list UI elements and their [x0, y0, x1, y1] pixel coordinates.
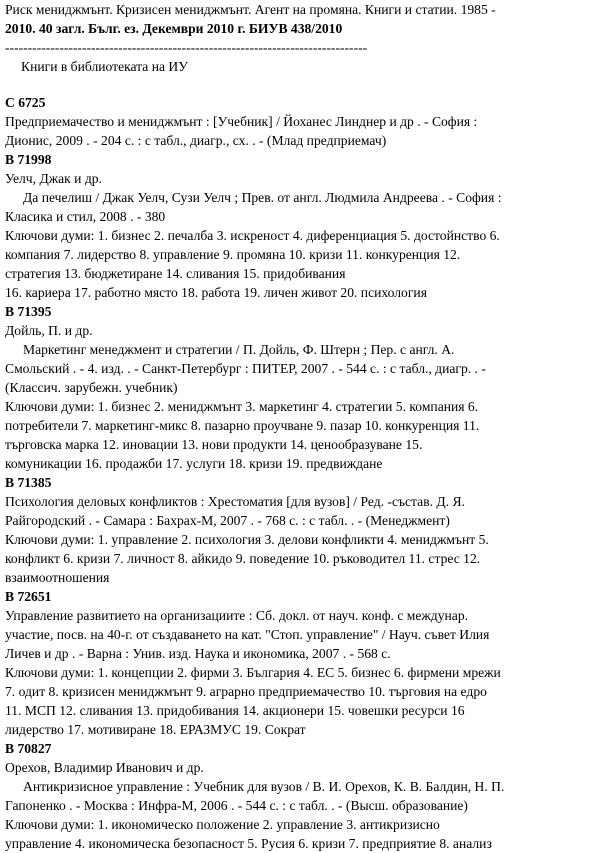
- bibliography-entry: [5, 587, 596, 739]
- call-number: В 72651: [5, 589, 52, 604]
- header-title-line-2: 2010. 40 загл. Бълг. ез. Декември 2010 г. БИУВ 438/2010: [5, 21, 343, 36]
- entry-line: Маркетинг менеджмент и стратегии / П. Дойль, Ф. Штерн ; Пер. с англ. А.: [23, 342, 455, 357]
- header-title-line-1: Риск мениджмънт. Кризисен мениджмънт. Агент на промяна. Книги и статии. 1985 -: [5, 2, 496, 17]
- call-number: В 71998: [5, 152, 52, 167]
- header-divider: --------------------------------------------------------------------------------: [5, 40, 368, 55]
- bibliography-entry: [5, 93, 596, 150]
- keywords-line: 11. МСП 12. сливания 13. придобивания 14. акционери 15. човешки ресурси 16: [5, 703, 465, 718]
- bibliography-entry: [5, 302, 596, 473]
- keywords-line: Ключови думи: 1. бизнес 2. мениджмънт 3. маркетинг 4. стратегии 5. компания 6.: [5, 399, 479, 414]
- call-number: В 71385: [5, 475, 52, 490]
- keywords-line: комуникации 16. продажби 17. услуги 18. кризи 19. предвиждане: [5, 456, 383, 471]
- entry-author: Дойль, П. и др.: [5, 323, 93, 338]
- bibliography-entry: [5, 739, 596, 853]
- keywords-line: конфликт 6. кризи 7. личност 8. айкидо 9. поведение 10. ръководител 11. стрес 12.: [5, 551, 481, 566]
- keywords-line: управление 4. икономическа безопасност 5. Русия 6. кризи 7. предприятие 8. анализ: [5, 836, 492, 851]
- call-number: В 71395: [5, 304, 52, 319]
- keywords-line: 16. кариера 17. работно място 18. работа 19. личен живот 20. психология: [5, 285, 427, 300]
- entry-author: Орехов, Владимир Иванович и др.: [5, 760, 204, 775]
- entry-line: Райгородский . - Самара : Бахрах-М, 2007 . - 768 с. : с табл. . - (Менеджмент): [5, 513, 450, 528]
- section-subtitle: Книги в библиотеката на ИУ: [21, 59, 188, 74]
- entry-line: Гапоненко . - Москва : Инфра-М, 2006 . - 544 с. : с табл. . - (Высш. образование): [5, 798, 468, 813]
- entry-line: Класика и стил, 2008 . - 380: [5, 209, 166, 224]
- entry-line: участие, посв. на 40-г. от създаването на кат. "Стоп. управление" / Науч. съвет Илия: [5, 627, 490, 642]
- entry-line: Предприемачество и мениджмънт : [Учебник] / Йоханес Линднер и др . - София :: [5, 114, 478, 129]
- keywords-line: търговска марка 12. иновации 13. нови продукти 14. ценообразуване 15.: [5, 437, 423, 452]
- keywords-line: Ключови думи: 1. бизнес 2. печалба 3. искреност 4. диференциация 5. достойнство 6.: [5, 228, 500, 243]
- call-number: С 6725: [5, 95, 46, 110]
- call-number: В 70827: [5, 741, 52, 756]
- keywords-line: стратегия 13. бюджетиране 14. сливания 15. придобивания: [5, 266, 346, 281]
- keywords-line: потребители 7. маркетинг-микс 8. пазарно проучване 9. пазар 10. конкуренция 11.: [5, 418, 480, 433]
- keywords-line: 7. одит 8. кризисен мениджмънт 9. аграрно предприемачество 10. търговия на едро: [5, 684, 487, 699]
- entry-line: Дионис, 2009 . - 204 с. : с табл., диагр., сх. . - (Млад предприемач): [5, 133, 387, 148]
- entry-line: (Классич. зарубежн. учебник): [5, 380, 178, 395]
- keywords-line: Ключови думи: 1. управление 2. психология 3. делови конфликти 4. мениджмънт 5.: [5, 532, 489, 547]
- bibliography-entry: [5, 150, 596, 302]
- entry-line: Да печелиш / Джак Уелч, Сузи Уелч ; Прев. от англ. Людмила Андреева . - София :: [23, 190, 502, 205]
- keywords-line: Ключови думи: 1. концепции 2. фирми 3. България 4. ЕС 5. бизнес 6. фирмени мрежи: [5, 665, 501, 680]
- entry-line: Антикризисное управление : Учебник для вузов / В. И. Орехов, К. В. Балдин, Н. П.: [23, 779, 505, 794]
- entry-author: Уелч, Джак и др.: [5, 171, 102, 186]
- entry-line: Личев и др . - Варна : Унив. изд. Наука и икономика, 2007 . - 568 с.: [5, 646, 391, 661]
- keywords-line: взаимоотношения: [5, 570, 110, 585]
- entry-line: Смольский . - 4. изд. . - Санкт-Петербург : ПИТЕР, 2007 . - 544 с. : с табл., диагр. . -: [5, 361, 486, 376]
- entry-line: Психология деловых конфликтов : Хрестоматия [для вузов] / Ред. -състав. Д. Я.: [5, 494, 465, 509]
- keywords-line: лидерство 17. мотивиране 18. ЕРАЗМУС 19. Сократ: [5, 722, 306, 737]
- keywords-line: компания 7. лидерство 8. управление 9. промяна 10. кризи 11. конкуренция 12.: [5, 247, 461, 262]
- keywords-line: Ключови думи: 1. икономическо положение 2. управление 3. антикризисно: [5, 817, 440, 832]
- entry-line: Управление развитието на организациите : Сб. докл. от науч. конф. с междунар.: [5, 608, 469, 623]
- bibliography-entry: [5, 473, 596, 587]
